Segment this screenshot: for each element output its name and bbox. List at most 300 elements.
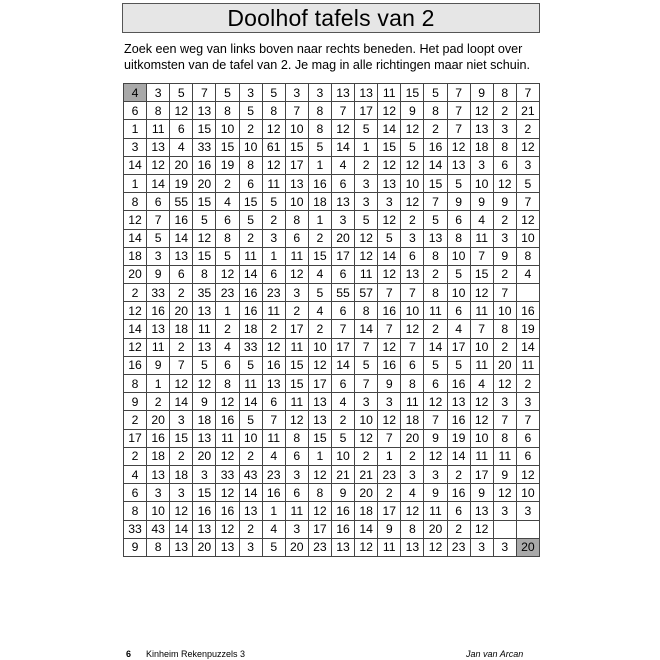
maze-cell: 3	[262, 229, 285, 247]
maze-cell: 13	[470, 502, 493, 520]
maze-row	[124, 320, 540, 338]
maze-cell: 8	[493, 320, 516, 338]
maze-cell: 15	[193, 247, 216, 265]
maze-cell: 11	[285, 393, 308, 411]
maze-cell: 11	[262, 302, 285, 320]
maze-cell: 12	[124, 302, 147, 320]
maze-cell: 10	[239, 429, 262, 447]
maze-cell: 15	[285, 356, 308, 374]
maze-cell: 20	[170, 156, 193, 174]
maze-cell: 7	[447, 120, 470, 138]
maze-cell: 8	[516, 247, 539, 265]
maze-cell: 12	[493, 484, 516, 502]
maze-cell: 12	[378, 411, 401, 429]
maze-cell: 14	[124, 320, 147, 338]
maze-cell: 7	[193, 84, 216, 102]
maze-cell: 10	[308, 338, 331, 356]
maze-cell: 15	[424, 174, 447, 192]
maze-cell: 16	[193, 502, 216, 520]
maze-cell: 2	[124, 411, 147, 429]
maze-cell: 2	[262, 211, 285, 229]
maze-cell: 55	[170, 193, 193, 211]
maze-cell: 3	[285, 84, 308, 102]
maze-cell: 18	[401, 411, 424, 429]
maze-cell: 1	[308, 447, 331, 465]
maze-cell: 12	[308, 502, 331, 520]
maze-cell: 3	[493, 502, 516, 520]
maze-cell: 5	[424, 211, 447, 229]
maze-cell: 13	[193, 338, 216, 356]
maze-cell: 5	[262, 538, 285, 556]
maze-cell: 7	[355, 338, 378, 356]
maze-cell: 13	[170, 247, 193, 265]
maze-row	[124, 520, 540, 538]
maze-cell: 12	[216, 520, 239, 538]
maze-cell: 12	[378, 156, 401, 174]
maze-row	[124, 120, 540, 138]
maze-cell: 2	[516, 375, 539, 393]
maze-grid	[123, 83, 540, 557]
maze-cell: 20	[285, 538, 308, 556]
maze-cell: 20	[193, 538, 216, 556]
maze-cell: 16	[193, 156, 216, 174]
maze-cell: 9	[147, 265, 170, 283]
maze-cell: 8	[285, 211, 308, 229]
maze-cell: 16	[124, 356, 147, 374]
maze-cell: 7	[170, 356, 193, 374]
maze-cell: 12	[424, 447, 447, 465]
maze-cell: 6	[239, 174, 262, 192]
maze-cell: 5	[447, 174, 470, 192]
maze-cell: 14	[424, 338, 447, 356]
maze-cell: 13	[216, 538, 239, 556]
maze-cell: 13	[193, 102, 216, 120]
maze-cell: 16	[331, 520, 354, 538]
maze-cell: 13	[331, 84, 354, 102]
maze-cell: 15	[308, 429, 331, 447]
maze-cell: 13	[193, 520, 216, 538]
maze-cell: 7	[493, 411, 516, 429]
maze-cell: 12	[147, 156, 170, 174]
maze-cell: 3	[124, 138, 147, 156]
maze-cell: 8	[355, 302, 378, 320]
maze-cell: 1	[262, 502, 285, 520]
footer-page-number: 6	[126, 649, 132, 659]
maze-cell: 20	[493, 356, 516, 374]
maze-cell: 57	[355, 284, 378, 302]
maze-row	[124, 429, 540, 447]
maze-cell: 10	[216, 120, 239, 138]
maze-cell: 14	[124, 156, 147, 174]
maze-cell: 11	[424, 502, 447, 520]
maze-cell: 15	[193, 484, 216, 502]
maze-cell: 17	[355, 102, 378, 120]
maze-cell: 17	[285, 320, 308, 338]
maze-cell: 4	[262, 447, 285, 465]
maze-cell: 9	[331, 484, 354, 502]
maze-cell: 11	[470, 356, 493, 374]
maze-cell: 11	[216, 429, 239, 447]
maze-cell: 2	[285, 302, 308, 320]
maze-cell: 2	[493, 338, 516, 356]
maze-cell: 12	[193, 229, 216, 247]
maze-cell: 9	[378, 375, 401, 393]
maze-cell: 5	[239, 411, 262, 429]
maze-cell: 6	[285, 447, 308, 465]
maze-cell: 3	[493, 229, 516, 247]
maze-cell: 13	[378, 174, 401, 192]
maze-cell: 6	[516, 447, 539, 465]
maze-cell: 8	[216, 229, 239, 247]
maze-cell: 11	[147, 120, 170, 138]
maze-cell: 15	[308, 247, 331, 265]
maze-cell: 8	[424, 284, 447, 302]
instructions-line-1: Zoek een weg van links boven naar rechts beneden. Het pad loopt over	[124, 42, 523, 56]
maze-cell: 18	[147, 447, 170, 465]
maze-cell: 33	[193, 138, 216, 156]
maze-cell: 12	[516, 138, 539, 156]
maze-cell: 12	[378, 102, 401, 120]
maze-cell: 3	[401, 229, 424, 247]
maze-cell: 18	[170, 320, 193, 338]
maze-cell: 7	[447, 84, 470, 102]
maze-cell: 2	[308, 229, 331, 247]
maze-cell: 14	[378, 247, 401, 265]
maze-cell: 5	[216, 247, 239, 265]
maze-row	[124, 447, 540, 465]
maze-cell: 5	[147, 229, 170, 247]
maze-cell: 3	[331, 211, 354, 229]
maze-cell: 13	[170, 538, 193, 556]
maze-row	[124, 229, 540, 247]
maze-cell: 5	[262, 84, 285, 102]
maze-cell: 3	[516, 393, 539, 411]
page-title: Doolhof tafels van 2	[227, 4, 435, 31]
maze-cell: 2	[355, 447, 378, 465]
maze-row	[124, 338, 540, 356]
maze-cell: 11	[424, 302, 447, 320]
maze-cell: 15	[470, 265, 493, 283]
maze-cell: 10	[493, 302, 516, 320]
maze-cell: 20	[170, 302, 193, 320]
maze-cell: 7	[378, 284, 401, 302]
maze-cell: 8	[401, 375, 424, 393]
maze-cell: 13	[239, 502, 262, 520]
maze-cell: 7	[262, 411, 285, 429]
maze-cell: 7	[424, 193, 447, 211]
maze-cell: 16	[239, 284, 262, 302]
maze-cell: 5	[193, 211, 216, 229]
maze-cell: 5	[193, 356, 216, 374]
maze-cell: 12	[424, 393, 447, 411]
title-box	[122, 3, 540, 33]
maze-cell: 4	[308, 302, 331, 320]
maze-cell: 16	[424, 138, 447, 156]
maze-cell: 17	[308, 520, 331, 538]
maze-cell: 13	[285, 174, 308, 192]
maze-cell: 12	[378, 338, 401, 356]
maze-cell	[493, 520, 516, 538]
maze-cell: 8	[124, 502, 147, 520]
maze-cell: 17	[308, 375, 331, 393]
maze-cell: 11	[470, 447, 493, 465]
maze-cell: 18	[239, 320, 262, 338]
maze-cell: 2	[447, 465, 470, 483]
maze-cell: 19	[170, 174, 193, 192]
maze-cell: 17	[470, 465, 493, 483]
maze-cell: 10	[470, 338, 493, 356]
maze-cell: 20	[193, 447, 216, 465]
maze-cell: 12	[170, 502, 193, 520]
maze-cell: 3	[285, 520, 308, 538]
maze-cell: 12	[401, 120, 424, 138]
maze-cell: 11	[285, 502, 308, 520]
maze-cell: 7	[516, 84, 539, 102]
maze-cell: 13	[355, 84, 378, 102]
maze-cell: 13	[147, 320, 170, 338]
maze-cell: 2	[401, 447, 424, 465]
maze-cell: 8	[147, 102, 170, 120]
maze-cell: 2	[493, 265, 516, 283]
maze-row	[124, 156, 540, 174]
maze-cell: 5	[516, 174, 539, 192]
maze-cell: 13	[401, 265, 424, 283]
footer-author: Jan van Arcan	[466, 649, 524, 659]
maze-cell: 3	[378, 193, 401, 211]
maze-cell: 12	[216, 393, 239, 411]
maze-cell: 9	[493, 465, 516, 483]
maze-cell: 15	[193, 120, 216, 138]
maze-cell	[516, 520, 539, 538]
maze-cell: 12	[262, 120, 285, 138]
maze-cell: 20	[124, 265, 147, 283]
maze-cell: 6	[424, 375, 447, 393]
maze-cell: 16	[447, 411, 470, 429]
maze-cell: 6	[216, 356, 239, 374]
maze-cell: 3	[378, 393, 401, 411]
maze-start-cell: 4	[124, 84, 147, 102]
maze-cell: 5	[447, 265, 470, 283]
maze-cell: 6	[447, 302, 470, 320]
maze-cell: 19	[516, 320, 539, 338]
maze-cell: 10	[285, 193, 308, 211]
maze-cell: 11	[262, 174, 285, 192]
maze-row	[124, 484, 540, 502]
maze-cell: 4	[124, 465, 147, 483]
maze-cell: 8	[308, 484, 331, 502]
maze-cell: 12	[378, 211, 401, 229]
maze-cell: 13	[447, 156, 470, 174]
maze-cell: 16	[239, 302, 262, 320]
maze-cell: 6	[285, 229, 308, 247]
maze-row	[124, 465, 540, 483]
maze-cell: 3	[355, 393, 378, 411]
maze-cell: 7	[401, 284, 424, 302]
maze-cell: 2	[147, 393, 170, 411]
maze-cell: 6	[331, 265, 354, 283]
maze-cell: 14	[170, 520, 193, 538]
maze-cell: 5	[239, 356, 262, 374]
maze-cell: 3	[493, 393, 516, 411]
maze-cell: 7	[401, 338, 424, 356]
maze-cell: 11	[355, 265, 378, 283]
maze-cell: 18	[308, 193, 331, 211]
maze-cell: 12	[170, 375, 193, 393]
maze-cell: 43	[239, 465, 262, 483]
maze-cell: 16	[378, 356, 401, 374]
maze-cell: 12	[262, 156, 285, 174]
maze-cell: 6	[447, 211, 470, 229]
maze-cell: 8	[216, 375, 239, 393]
maze-cell: 12	[401, 320, 424, 338]
maze-cell: 5	[447, 356, 470, 374]
maze-cell: 6	[170, 120, 193, 138]
maze-cell: 12	[447, 138, 470, 156]
maze-cell: 3	[424, 465, 447, 483]
maze-end-cell: 20	[516, 538, 539, 556]
maze-cell: 4	[470, 211, 493, 229]
maze-cell: 3	[193, 465, 216, 483]
maze-cell: 9	[124, 538, 147, 556]
maze-cell: 12	[285, 265, 308, 283]
maze-cell: 7	[331, 102, 354, 120]
maze-cell: 16	[447, 484, 470, 502]
maze-cell: 9	[447, 193, 470, 211]
maze-cell: 15	[216, 138, 239, 156]
maze-cell: 4	[331, 156, 354, 174]
maze-cell: 10	[331, 447, 354, 465]
maze-cell: 16	[216, 411, 239, 429]
maze-cell: 2	[262, 320, 285, 338]
maze-cell: 4	[262, 520, 285, 538]
maze-cell: 12	[470, 102, 493, 120]
maze-cell: 17	[447, 338, 470, 356]
maze-cell: 7	[493, 284, 516, 302]
maze-cell: 10	[470, 174, 493, 192]
maze-cell: 3	[401, 465, 424, 483]
maze-row	[124, 393, 540, 411]
maze-cell: 14	[239, 265, 262, 283]
maze-cell: 17	[124, 429, 147, 447]
maze-cell: 17	[378, 502, 401, 520]
maze-cell: 13	[424, 229, 447, 247]
maze-cell: 10	[447, 284, 470, 302]
maze-cell: 5	[262, 193, 285, 211]
maze-cell: 4	[401, 484, 424, 502]
maze-cell: 5	[308, 284, 331, 302]
maze-cell: 1	[147, 375, 170, 393]
maze-cell: 12	[216, 265, 239, 283]
maze-cell: 11	[401, 393, 424, 411]
maze-cell: 12	[216, 484, 239, 502]
maze-cell: 18	[193, 411, 216, 429]
maze-cell: 16	[216, 502, 239, 520]
maze-cell: 12	[424, 538, 447, 556]
maze-row	[124, 211, 540, 229]
maze-cell: 15	[239, 193, 262, 211]
maze-cell: 14	[331, 356, 354, 374]
maze-cell: 12	[516, 465, 539, 483]
maze-cell: 6	[331, 302, 354, 320]
maze-cell: 14	[331, 138, 354, 156]
maze-cell: 11	[285, 338, 308, 356]
maze-cell: 15	[285, 375, 308, 393]
maze-cell: 3	[285, 465, 308, 483]
maze-cell: 6	[516, 429, 539, 447]
maze-cell: 12	[470, 520, 493, 538]
maze-cell: 14	[424, 156, 447, 174]
maze-row	[124, 84, 540, 102]
maze-cell: 2	[239, 120, 262, 138]
maze-cell: 5	[424, 356, 447, 374]
maze-cell: 8	[147, 538, 170, 556]
maze-cell: 3	[147, 247, 170, 265]
maze-cell: 1	[308, 211, 331, 229]
maze-cell: 6	[285, 484, 308, 502]
maze-cell: 3	[493, 120, 516, 138]
maze-cell: 12	[124, 211, 147, 229]
maze-cell: 11	[470, 302, 493, 320]
maze-cell: 9	[470, 84, 493, 102]
maze-cell: 12	[193, 375, 216, 393]
maze-cell: 2	[124, 447, 147, 465]
maze-cell: 7	[424, 411, 447, 429]
maze-cell: 16	[262, 484, 285, 502]
maze-cell: 11	[239, 375, 262, 393]
maze-cell: 11	[147, 338, 170, 356]
maze-cell: 23	[262, 465, 285, 483]
maze-cell: 20	[401, 429, 424, 447]
maze-cell: 8	[308, 120, 331, 138]
maze-cell: 23	[216, 284, 239, 302]
maze-cell: 12	[124, 338, 147, 356]
maze-grid-body	[124, 84, 540, 557]
maze-cell: 33	[147, 284, 170, 302]
maze-cell: 9	[401, 102, 424, 120]
maze-cell: 7	[378, 320, 401, 338]
maze-cell: 6	[401, 356, 424, 374]
maze-cell: 7	[331, 320, 354, 338]
maze-cell: 12	[378, 265, 401, 283]
maze-cell: 5	[378, 229, 401, 247]
maze-cell: 2	[124, 284, 147, 302]
maze-cell: 8	[124, 375, 147, 393]
maze-cell: 2	[170, 284, 193, 302]
maze-cell: 5	[239, 211, 262, 229]
maze-cell: 3	[493, 538, 516, 556]
maze-cell: 20	[331, 229, 354, 247]
maze-cell: 13	[308, 411, 331, 429]
maze-cell: 4	[516, 265, 539, 283]
maze-cell: 5	[401, 138, 424, 156]
maze-cell: 2	[447, 520, 470, 538]
maze-cell: 12	[331, 120, 354, 138]
maze-cell: 18	[355, 502, 378, 520]
maze-cell: 18	[470, 138, 493, 156]
maze-cell: 6	[331, 375, 354, 393]
maze-cell: 11	[470, 229, 493, 247]
maze-row	[124, 193, 540, 211]
maze-row	[124, 247, 540, 265]
maze-cell: 4	[331, 393, 354, 411]
maze-cell: 4	[170, 138, 193, 156]
maze-cell: 2	[424, 320, 447, 338]
maze-cell: 10	[447, 247, 470, 265]
maze-cell: 43	[147, 520, 170, 538]
maze-cell: 19	[447, 429, 470, 447]
maze-cell: 6	[447, 502, 470, 520]
maze-cell: 10	[401, 302, 424, 320]
